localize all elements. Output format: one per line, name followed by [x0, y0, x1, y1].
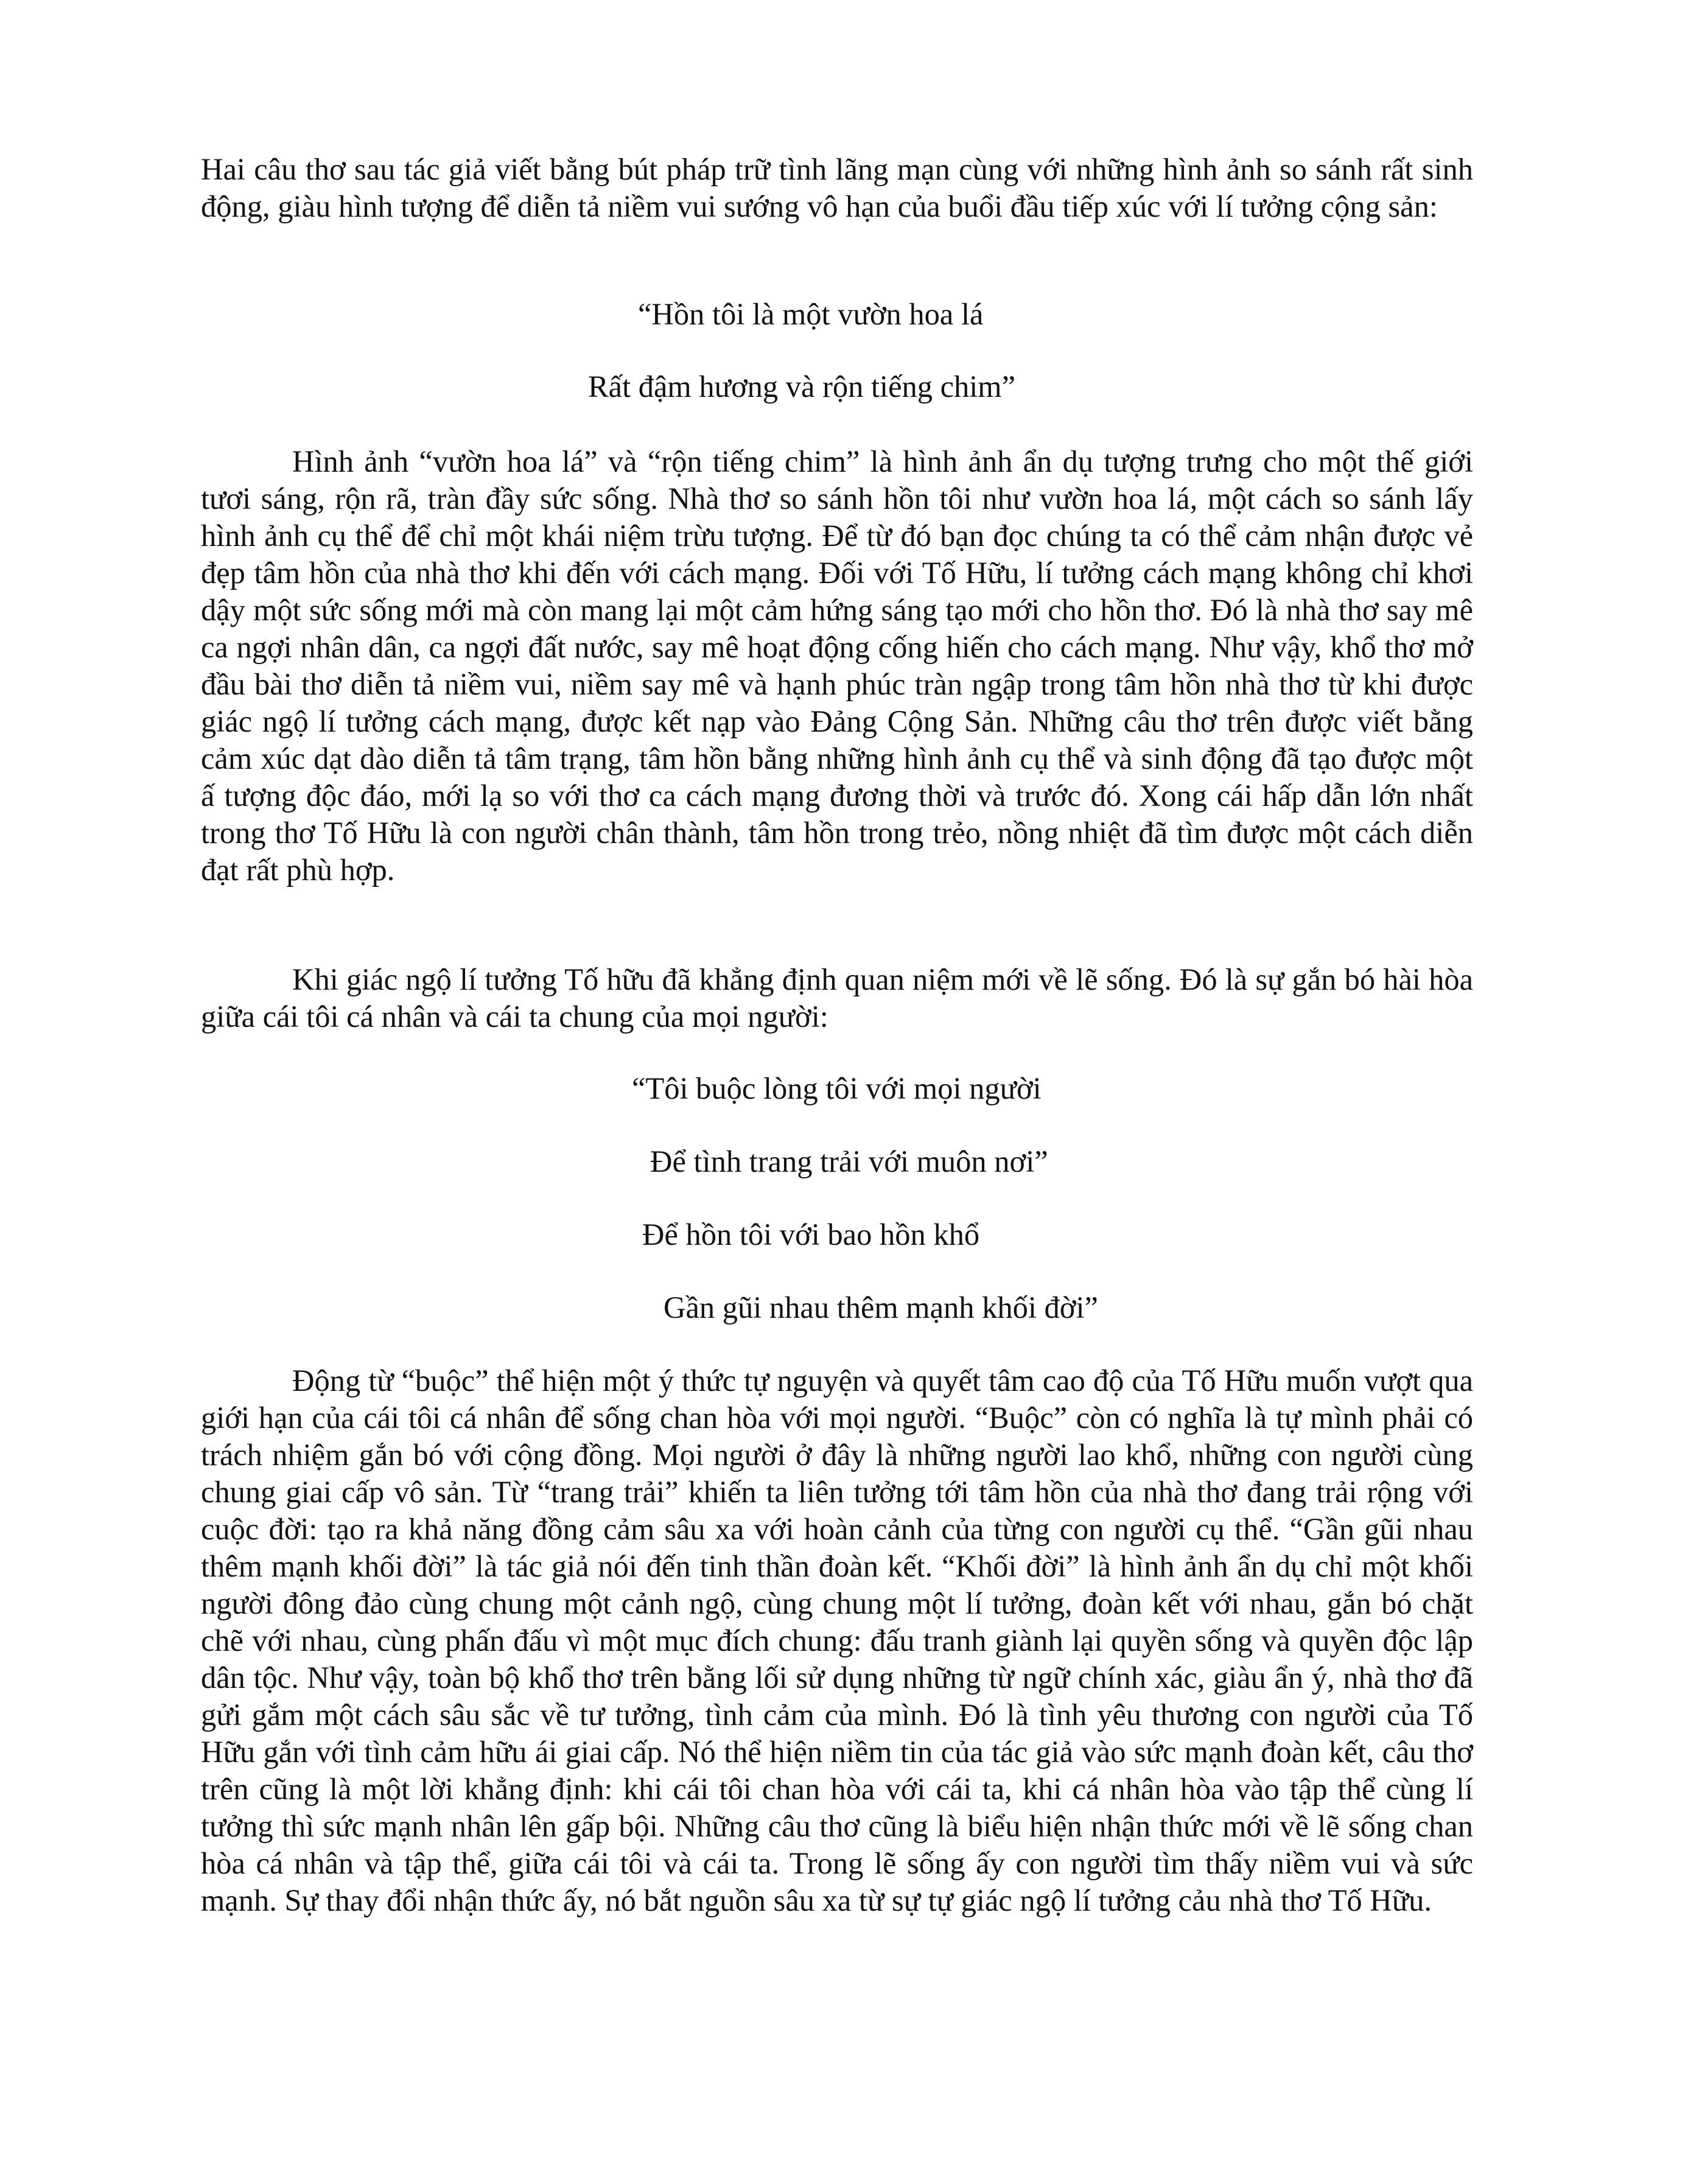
verse-2-line-4: Gần gũi nhau thêm mạnh khối đời”	[664, 1290, 1098, 1325]
verse-2-line-2: Để tình trang trải với muôn nơi”	[650, 1144, 1048, 1178]
paragraph-intro: Hai câu thơ sau tác giả viết bằng bút pháp trữ tình lãng mạn cùng với những hình ảnh so sánh rất sinh động, giàu hình tượng để diễn tả niềm vui sướng vô hạn của buổi đầu tiếp xúc với lí tưởng cộng sản:	[201, 152, 1473, 223]
verse-1-line-1: “Hồn tôi là một vườn hoa lá	[638, 297, 984, 331]
paragraph-analysis-2: Khi giác ngộ lí tưởng Tố hữu đã khẳng định quan niệm mới về lẽ sống. Đó là sự gắn bó hài hòa giữa cái tôi cá nhân và cái ta chung của mọi người:	[201, 962, 1473, 1034]
verse-1-line-2: Rất đậm hương và rộn tiếng chim”	[588, 369, 1015, 404]
paragraph-analysis-3: Động từ “buộc” thể hiện một ý thức tự nguyện và quyết tâm cao độ của Tố Hữu muốn vượt qua giới hạn của cái tôi cá nhân để sống chan hòa với mọi người. “Buộc” còn có nghĩa là tự mình phải có trách nhiệm gắn bó với cộng đồng. Mọi người ở đây là những người lao khổ, những con người cùng chung giai cấp vô sản. Từ “trang trải” khiến ta liên tưởng tới tâm hồn của nhà thơ đang trải rộng với cuộc đời: tạo ra khả năng đồng cảm sâu xa với hoàn cảnh của từng con người cụ thể. “Gần gũi nhau thêm mạnh khối đời” là tác giả nói đến tinh thần đoàn kết. “Khối đời” là hình ảnh ẩn dụ chỉ một khối người đông đảo cùng chung một cảnh ngộ, cùng chung một lí tưởng, đoàn kết với nhau, gắn bó chặt chẽ với nhau, cùng phấn đấu vì một mục đích chung: đấu tranh giành lại quyền sống và quyền độc lập dân tộc. Như vậy, toàn bộ khổ thơ trên bằng lối sử dụng những từ ngữ chính xác, giàu ẩn ý, nhà thơ đã gửi gắm một cách sâu sắc về tư tưởng, tình cảm của mình. Đó là tình yêu thương con người của Tố Hữu gắn với tình cảm hữu ái giai cấp. Nó thể hiện niềm tin của tác giả vào sức mạnh đoàn kết, câu thơ trên cũng là một lời khẳng định: khi cái tôi chan hòa với cái ta, khi cá nhân hòa vào tập thể cùng lí tưởng thì sức mạnh nhân lên gấp bội. Những câu thơ cũng là biểu hiện nhận thức mới về lẽ sống chan hòa cá nhân và tập thể, giữa cái tôi và cái ta. Trong lẽ sống ấy con người tìm thấy niềm vui và sức mạnh. Sự thay đổi nhận thức ấy, nó bắt nguồn sâu xa từ sự tự giác ngộ lí tưởng cảu nhà thơ Tố Hữu.	[201, 1363, 1473, 1917]
verse-2-line-1: “Tôi buộc lòng tôi với mọi người	[632, 1071, 1042, 1105]
verse-2-line-3: Để hồn tôi với bao hồn khổ	[642, 1217, 980, 1251]
paragraph-analysis-1: Hình ảnh “vườn hoa lá” và “rộn tiếng chim” là hình ảnh ẩn dụ tượng trưng cho một thế giới tươi sáng, rộn rã, tràn đầy sức sống. Nhà thơ so sánh hồn tôi như vườn hoa lá, một cách so sánh lấy hình ảnh cụ thể để chỉ một khái niệm trừu tượng. Để từ đó bạn đọc chúng ta có thể cảm nhận được vẻ đẹp tâm hồn của nhà thơ khi đến với cách mạng. Đối với Tố Hữu, lí tưởng cách mạng không chỉ khơi dậy một sức sống mới mà còn mang lại một cảm hứng sáng tạo mới cho hồn thơ. Đó là nhà thơ say mê ca ngợi nhân dân, ca ngợi đất nước, say mê hoạt động cống hiến cho cách mạng. Như vậy, khổ thơ mở đầu bài thơ diễn tả niềm vui, niềm say mê và hạnh phúc tràn ngập trong tâm hồn nhà thơ từ khi được giác ngộ lí tưởng cách mạng, được kết nạp vào Đảng Cộng Sản. Những câu thơ trên được viết bằng cảm xúc dạt dào diễn tả tâm trạng, tâm hồn bằng những hình ảnh cụ thể và sinh động đã tạo được một ấ tượng độc đáo, mới lạ so với thơ ca cách mạng đương thời và trước đó. Xong cái hấp dẫn lớn nhất trong thơ Tố Hữu là con người chân thành, tâm hồn trong trẻo, nồng nhiệt đã tìm được một cách diễn đạt rất phù hợp.	[201, 444, 1473, 887]
